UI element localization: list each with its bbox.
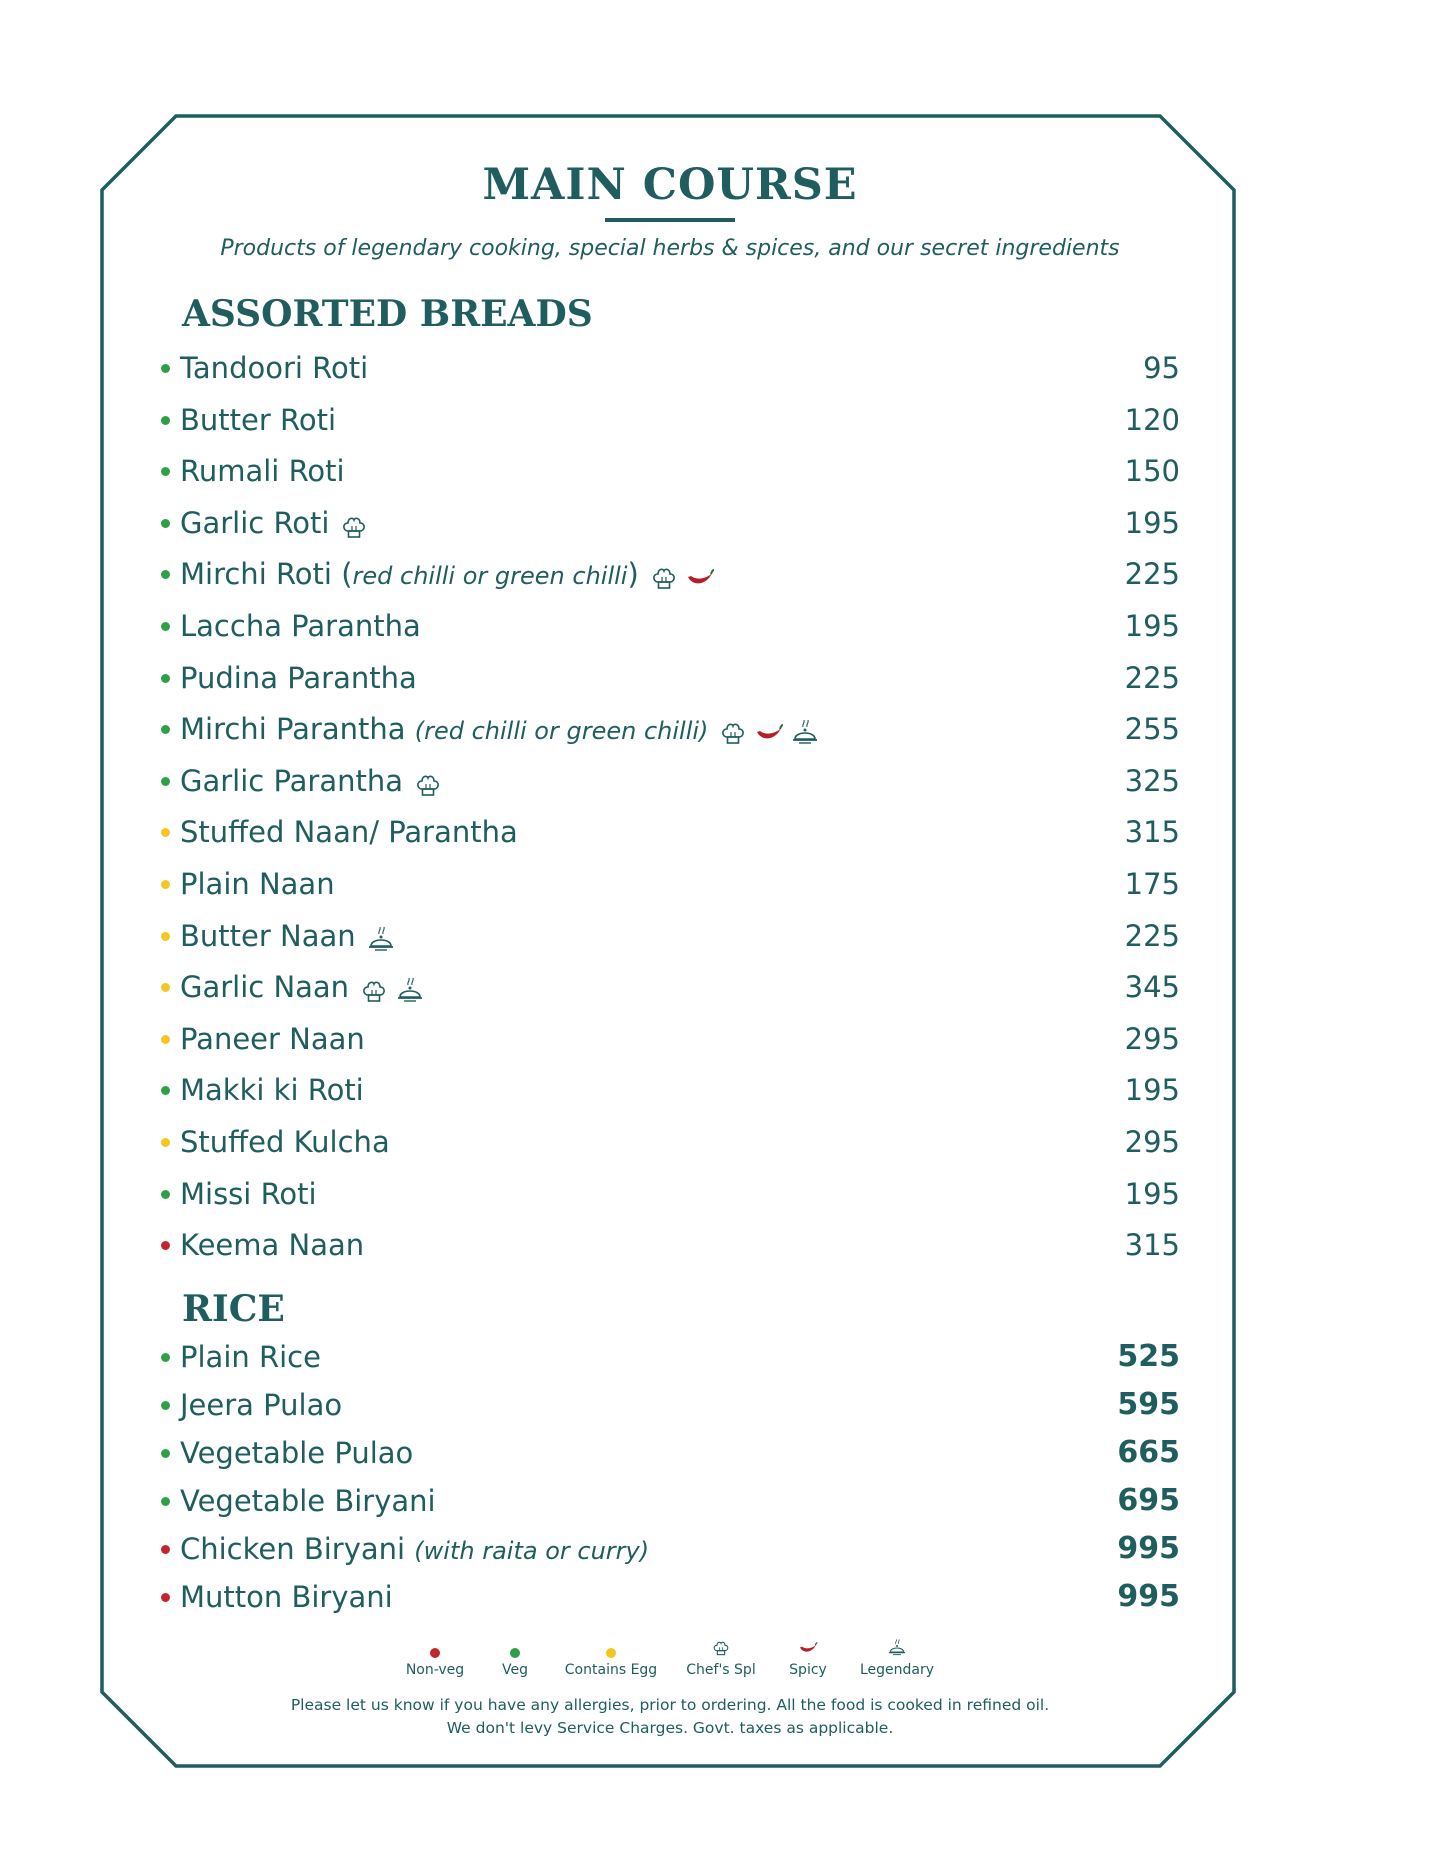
menu-item-name: Garlic Roti [180,505,330,540]
menu-item-row [160,1433,1180,1477]
menu-item-row [160,1122,1180,1166]
egg-dot-icon [161,983,170,992]
legend-label: Veg [502,1662,528,1678]
veg-dot-icon [510,1648,520,1658]
chef-hat-icon [649,563,679,593]
section-heading-rice: RICE [182,1288,285,1330]
menu-item-name: Missi Roti [180,1176,317,1211]
menu-item-price: 525 [1117,1339,1180,1374]
menu-item-name-wrap [180,503,375,545]
veg-dot-icon [161,364,170,373]
menu-item-name-wrap [180,1481,436,1521]
menu-item-price: 295 [1124,1125,1180,1159]
menu-item-name-wrap [180,606,421,646]
chef-hat-icon [339,512,369,542]
menu-item-name: Mirchi Parantha [180,712,415,747]
menu-item-row [160,606,1180,650]
menu-item-icons [649,556,721,596]
menu-item-icons [718,711,826,751]
egg-dot-icon [161,880,170,889]
menu-item-name-wrap [180,1019,365,1059]
menu-item-price: 695 [1117,1483,1180,1518]
menu-item-icons [413,763,449,803]
menu-item-name-wrap [180,1122,390,1162]
section-heading-breads: ASSORTED BREADS [182,293,593,335]
menu-item-row [160,1019,1180,1063]
menu-item-row [160,1337,1180,1381]
menu-item-price: 325 [1124,763,1180,798]
menu-item-name: Vegetable Pulao [180,1436,414,1470]
menu-item-icons [366,918,402,958]
menu-item-price: 665 [1117,1435,1180,1470]
menu-item-row [160,1385,1180,1429]
menu-item-name: Butter Naan [180,918,356,953]
menu-item-row [160,451,1180,495]
chef-hat-icon [413,770,443,800]
menu-item-price: 225 [1124,918,1180,953]
menu-item-row [160,916,1180,960]
menu-item-icons [339,505,375,545]
menu-item-price: 255 [1124,712,1180,747]
menu-item-price: 225 [1124,557,1180,592]
legend-item [556,1638,666,1688]
nonveg-dot-icon [161,1593,170,1602]
veg-dot-icon [161,570,170,579]
menu-item-price: 315 [1124,815,1180,850]
menu-item-price: 995 [1117,1531,1180,1566]
chef-hat-icon [718,718,748,748]
cloche-icon [887,1638,907,1658]
menu-item-price: 175 [1124,867,1180,901]
chef-hat-icon [359,976,389,1006]
menu-item-note-close: ) [627,557,639,592]
menu-item-name: Stuffed Naan/ Parantha [180,815,518,850]
menu-item-name-wrap [180,812,518,852]
menu-item-row [160,1577,1180,1621]
menu-item-name-wrap [180,451,345,491]
menu-item-name: Tandoori Roti [180,351,369,385]
menu-item-name-wrap [180,864,335,904]
menu-item-name: Garlic Naan [180,970,350,1005]
menu-item-name: Butter Roti [180,402,337,437]
menu-item-note: (red chilli or green chilli) [414,717,709,746]
menu-item-name: Pudina Parantha [180,660,417,695]
menu-item-row [160,761,1180,805]
egg-dot-icon [606,1648,616,1658]
menu-item-name-wrap [180,709,826,751]
veg-dot-icon [161,674,170,683]
menu-item-name: Keema Naan [180,1228,365,1263]
menu-item-price: 195 [1124,505,1180,540]
menu-item-name-wrap [180,761,449,803]
menu-item-row [160,503,1180,547]
veg-dot-icon [161,725,170,734]
menu-item-price: 345 [1124,970,1180,1005]
footer-tax-note: We don't levy Service Charges. Govt. taxes as applicable. [446,1719,894,1737]
menu-item-row [160,1529,1180,1573]
menu-item-name-wrap [180,1529,649,1571]
menu-item-name: Mutton Biryani [180,1580,393,1614]
menu-item-name: Jeera Pulao [180,1388,343,1422]
menu-item-row [160,1070,1180,1114]
legend-label: Spicy [789,1662,827,1678]
menu-item-name: Mirchi Roti ( [180,557,353,592]
menu-item-price: 195 [1124,609,1180,643]
menu-item-price: 225 [1124,660,1180,695]
veg-dot-icon [161,416,170,425]
legend-item [842,1638,952,1688]
menu-item-name-wrap [180,400,336,440]
menu-item-name-wrap [180,348,368,388]
egg-dot-icon [161,1138,170,1147]
menu-item-row [160,348,1180,392]
legend-mark [842,1638,952,1658]
menu-item-price: 150 [1124,454,1180,489]
menu-item-row [160,1225,1180,1269]
nonveg-dot-icon [161,1241,170,1250]
menu-item-name-wrap [180,1385,342,1425]
menu-item-price: 315 [1124,1228,1180,1263]
chilli-icon [754,718,784,748]
veg-dot-icon [161,1449,170,1458]
nonveg-dot-icon [430,1648,440,1658]
menu-item-price: 95 [1143,351,1180,385]
menu-item-note: red chilli or green chilli [352,562,628,591]
cloche-icon [395,976,425,1006]
menu-item-name: Stuffed Kulcha [180,1125,390,1159]
menu-item-name-wrap [180,916,402,958]
menu-item-note: (with raita or curry) [414,1537,650,1565]
veg-dot-icon [161,1190,170,1199]
menu-item-price: 295 [1124,1021,1180,1056]
egg-dot-icon [161,828,170,837]
page-title: MAIN COURSE [482,160,858,210]
veg-dot-icon [161,1086,170,1095]
menu-item-name-wrap [180,1337,321,1377]
legend-item [460,1638,570,1688]
menu-item-name-wrap [180,554,721,596]
chilli-icon [798,1638,818,1658]
legend-mark [556,1638,666,1658]
veg-dot-icon [161,1401,170,1410]
egg-dot-icon [161,932,170,941]
menu-item-name: Vegetable Biryani [180,1484,436,1518]
chef-hat-icon [711,1638,731,1658]
menu-item-name-wrap [180,1577,393,1617]
veg-dot-icon [161,519,170,528]
legend-label: Non-veg [405,1662,465,1678]
veg-dot-icon [161,467,170,476]
menu-item-price: 595 [1117,1387,1180,1422]
menu-item-name-wrap [180,1070,364,1110]
cloche-icon [790,718,820,748]
menu-item-price: 195 [1124,1176,1180,1211]
menu-item-row [160,812,1180,856]
veg-dot-icon [161,777,170,786]
menu-item-name: Rumali Roti [180,454,345,489]
menu-item-name-wrap [180,658,417,698]
menu-item-row [160,1174,1180,1218]
veg-dot-icon [161,1497,170,1506]
legend-label: Legendary [859,1662,935,1678]
menu-item-name-wrap [180,1433,413,1473]
title-underline [605,218,735,222]
footer-allergy-note: Please let us know if you have any allergies, prior to ordering. All the food is cooked in refined oil. [290,1696,1050,1714]
menu-item-name-wrap [180,1174,317,1214]
menu-item-row [160,864,1180,908]
menu-item-name: Garlic Parantha [180,763,403,798]
menu-item-name: Makki ki Roti [180,1073,364,1108]
menu-item-name: Plain Naan [180,867,335,901]
nonveg-dot-icon [161,1545,170,1554]
menu-item-price: 120 [1124,402,1180,437]
menu-item-row [160,400,1180,444]
menu-item-price: 995 [1117,1579,1180,1614]
legend-mark [460,1638,570,1658]
menu-item-row [160,1481,1180,1525]
legend-label: Contains Egg [564,1662,658,1678]
menu-item-row [160,658,1180,702]
page-subtitle: Products of legendary cooking, special herbs & spices, and our secret ingredients [220,236,1120,261]
menu-item-row [160,967,1180,1011]
chilli-icon [685,563,715,593]
menu-item-price: 195 [1124,1073,1180,1108]
menu-item-name-wrap [180,967,431,1009]
veg-dot-icon [161,622,170,631]
veg-dot-icon [161,1353,170,1362]
menu-item-row [160,554,1180,598]
menu-item-name: Laccha Parantha [180,609,421,643]
menu-item-row [160,709,1180,753]
egg-dot-icon [161,1035,170,1044]
menu-item-name-wrap [180,1225,364,1265]
legend-label: Chef's Spl [686,1662,756,1678]
menu-item-name: Chicken Biryani [180,1532,415,1566]
menu-item-icons [359,969,431,1009]
menu-item-name: Paneer Naan [180,1021,365,1056]
menu-item-name: Plain Rice [180,1340,321,1374]
cloche-icon [366,925,396,955]
